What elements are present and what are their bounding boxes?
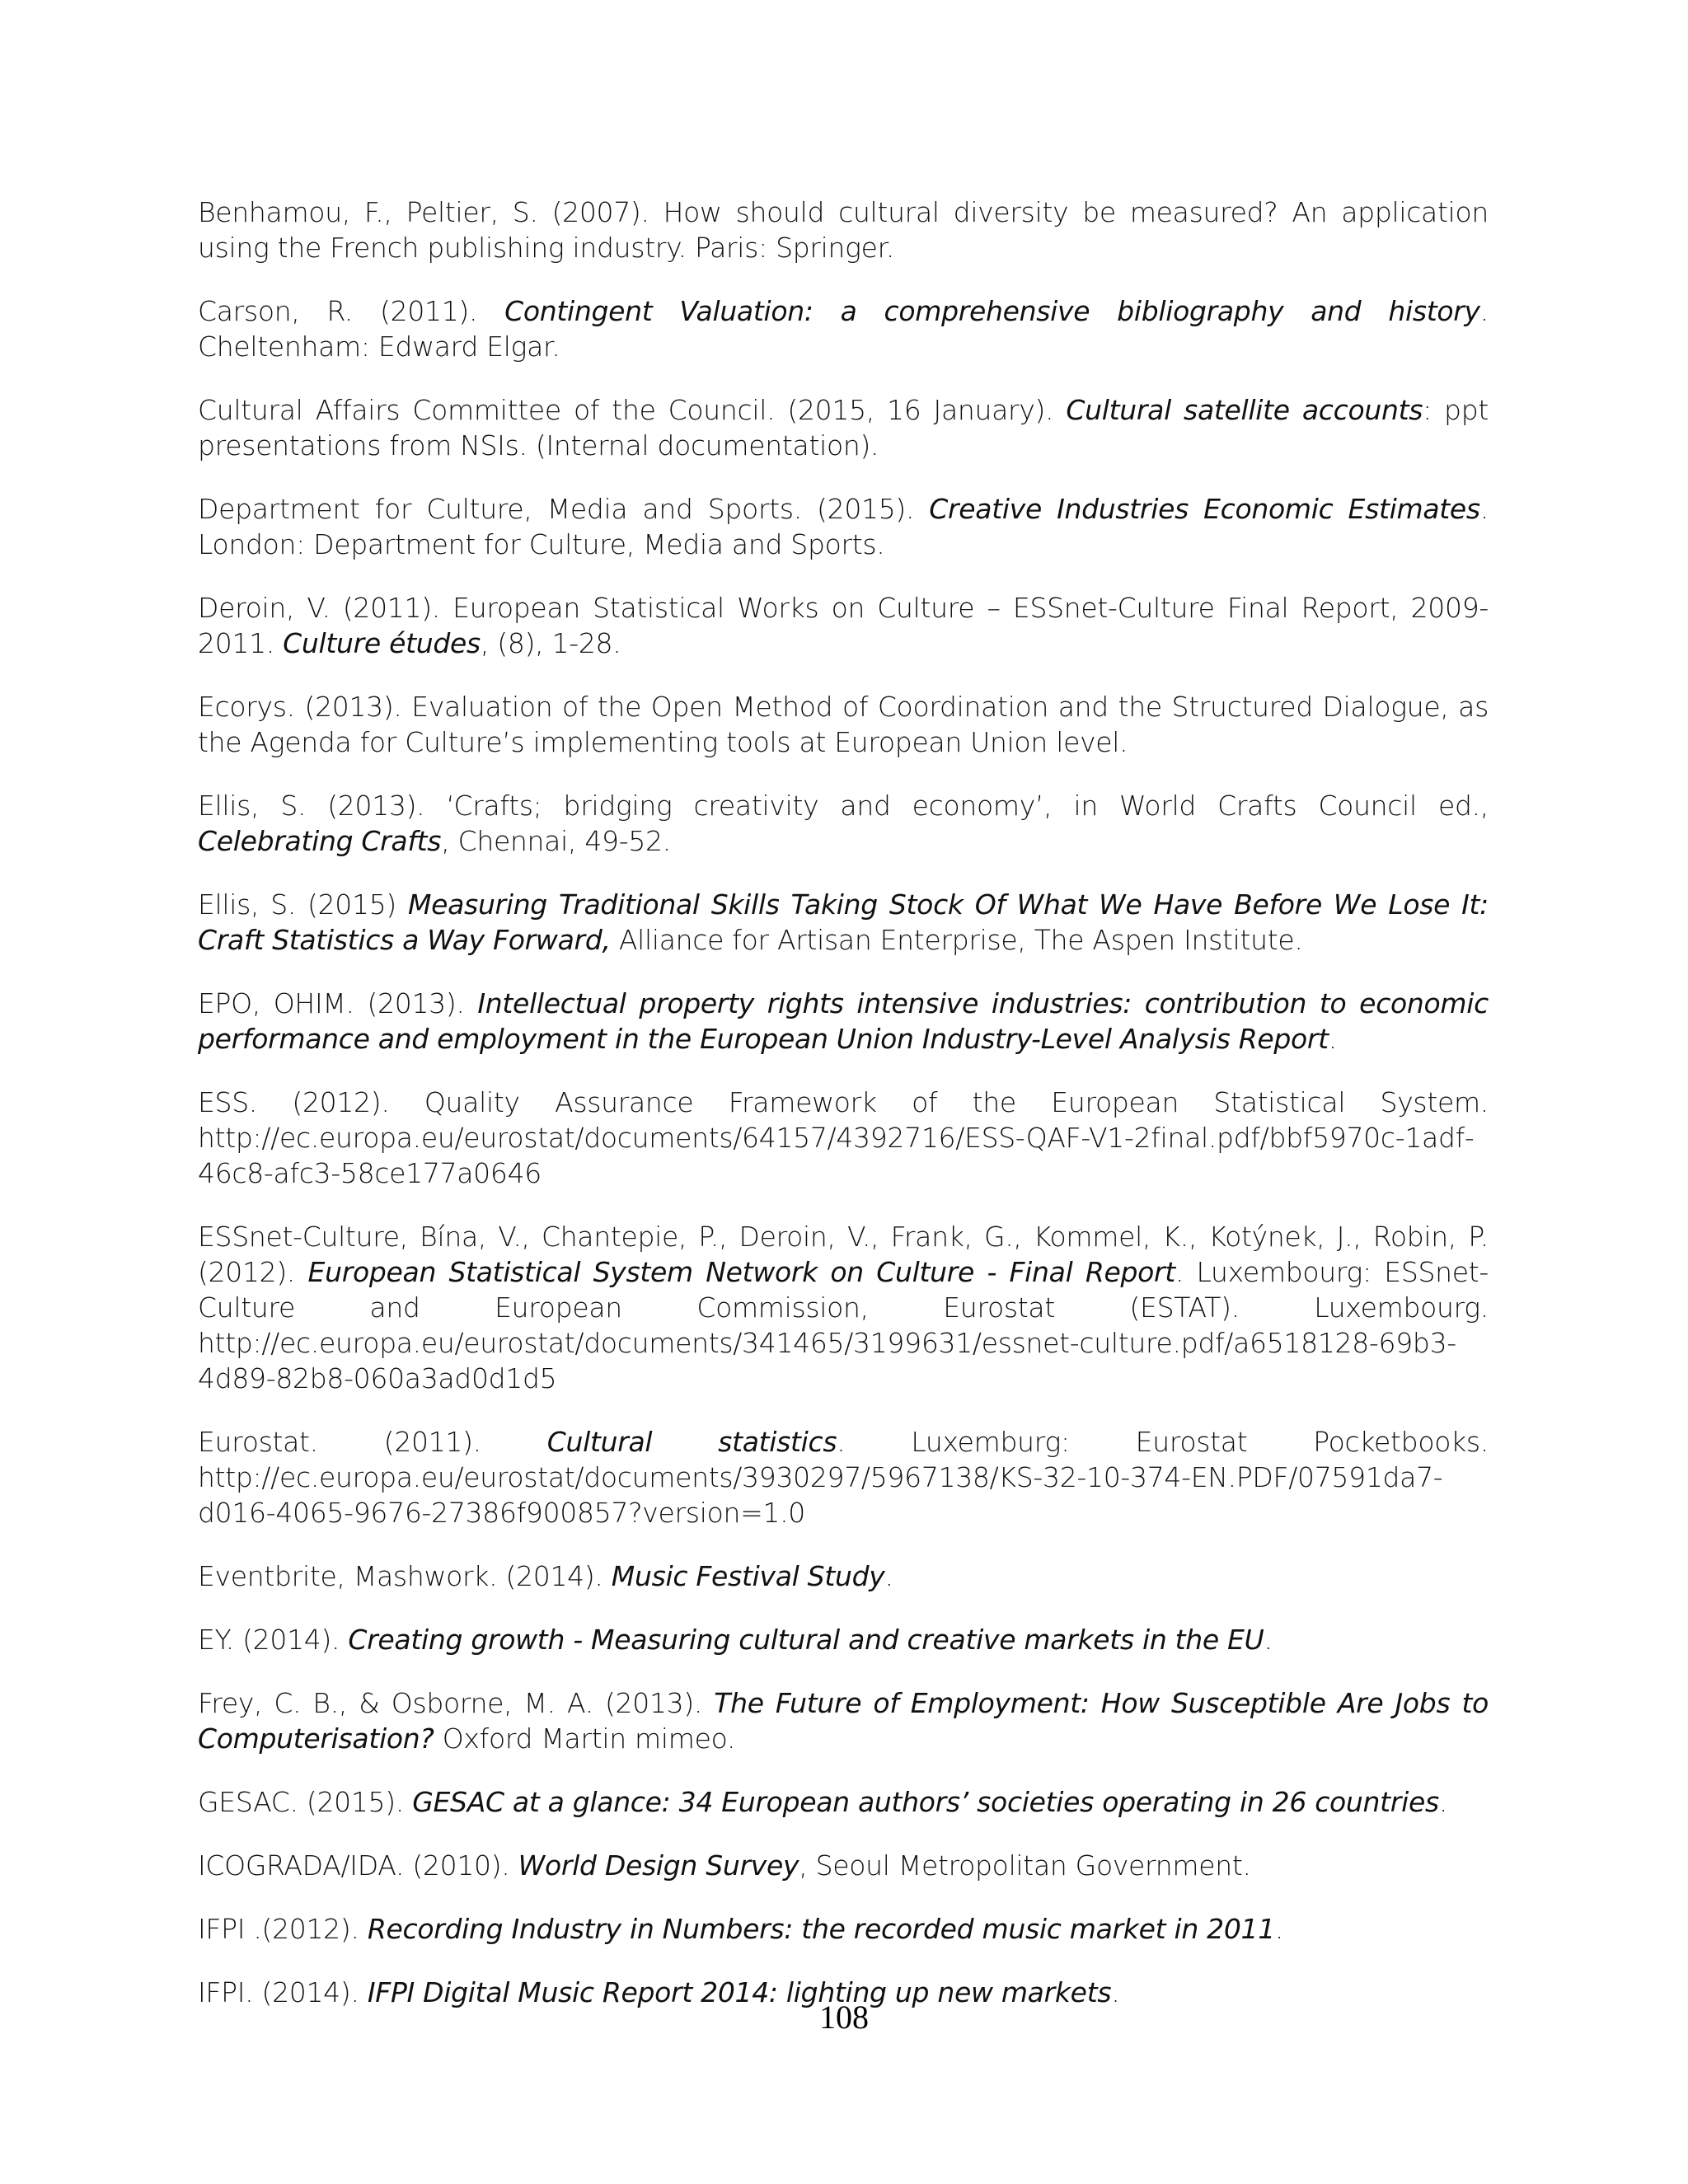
reference-text-after: , Seoul Metropolitan Government. bbox=[799, 1849, 1251, 1882]
reference-entry bbox=[198, 293, 1489, 364]
reference-text: Ellis, S. (2013). ‘Crafts; bridging creativity and economy’, in World Crafts Council ed., bbox=[198, 790, 1489, 822]
reference-entry bbox=[198, 1085, 1489, 1191]
reference-text-after: . bbox=[1438, 1786, 1448, 1818]
reference-entry bbox=[198, 1424, 1489, 1530]
reference-text-after: . bbox=[1274, 1913, 1284, 1945]
reference-title: Measuring Traditional Skills Taking Stock Of What We Have Before We Lose It: Craft Statistics a Way Forward, bbox=[198, 888, 1489, 956]
reference-entry bbox=[198, 491, 1489, 562]
reference-text-after: . Luxembourg: ESSnet-Culture and European Commission, Eurostat (ESTAT). Luxembourg. http://ec.europa.eu/eurostat/documents/341465/3199631/essnet-culture.pdf/a6518128-69b3-4d89-82b8-060a3ad0d1d5 bbox=[198, 1256, 1489, 1394]
reference-text: EY. (2014). bbox=[198, 1624, 349, 1656]
reference-entry bbox=[198, 689, 1489, 760]
reference-title: Recording Industry in Numbers: the recorded music market in 2011 bbox=[367, 1913, 1275, 1945]
reference-entry bbox=[198, 194, 1489, 265]
reference-title: Contingent Valuation: a comprehensive bibliography and history bbox=[504, 295, 1480, 327]
reference-text: Benhamou, F., Peltier, S. (2007). How should cultural diversity be measured? An application using the French publishing industry. Paris: Springer. bbox=[198, 196, 1489, 264]
reference-entry bbox=[198, 887, 1489, 958]
reference-text: Deroin, V. (2011). European Statistical Works on Culture – ESSnet-Culture Final Report, 2009-2011. bbox=[198, 592, 1489, 659]
reference-entry bbox=[198, 1911, 1489, 1947]
page-number: 108 bbox=[819, 1999, 869, 2036]
reference-entry bbox=[198, 1558, 1489, 1594]
reference-entry bbox=[198, 1784, 1489, 1820]
reference-text-after: . Cheltenham: Edward Elgar. bbox=[198, 295, 1489, 363]
reference-text-after: . bbox=[1111, 1976, 1120, 2008]
reference-title: IFPI Digital Music Report 2014: lighting up new markets bbox=[367, 1976, 1112, 2008]
reference-title: World Design Survey bbox=[518, 1849, 799, 1882]
reference-text-after: . bbox=[884, 1560, 893, 1592]
reference-text: Cultural Affairs Committee of the Council. (2015, 16 January). bbox=[198, 394, 1067, 426]
reference-title: Cultural satellite accounts bbox=[1066, 394, 1423, 426]
reference-text-after: : ppt presentations from NSIs. (Internal documentation). bbox=[198, 394, 1489, 462]
reference-text-after: . London: Department for Culture, Media and Sports. bbox=[198, 493, 1489, 560]
reference-title: GESAC at a glance: 34 European authors’ societies operating in 26 countries bbox=[412, 1786, 1439, 1818]
reference-text: Frey, C. B., & Osborne, M. A. (2013). bbox=[198, 1687, 715, 1719]
reference-text: Department for Culture, Media and Sports. (2015). bbox=[198, 493, 930, 525]
reference-text: Carson, R. (2011). bbox=[198, 295, 505, 327]
reference-title: Creating growth - Measuring cultural and creative markets in the EU bbox=[348, 1624, 1264, 1656]
reference-text-after: . bbox=[1328, 1023, 1337, 1055]
reference-title: Cultural statistics bbox=[546, 1426, 837, 1458]
reference-text: ESSnet-Culture, Bína, V., Chantepie, P., Deroin, V., Frank, G., Kommel, K., Kotýnek, J., Robin, P. (2012). bbox=[198, 1221, 1489, 1288]
reference-list bbox=[198, 194, 1489, 2010]
reference-entry bbox=[198, 788, 1489, 859]
reference-text: IFPI .(2012). bbox=[198, 1913, 368, 1945]
reference-text: Eventbrite, Mashwork. (2014). bbox=[198, 1560, 612, 1592]
reference-entry bbox=[198, 590, 1489, 661]
reference-title: Intellectual property rights intensive industries: contribution to economic performance and employment in the European Union Industry-Level Analysis Report bbox=[198, 987, 1489, 1055]
reference-entry bbox=[198, 1622, 1489, 1657]
reference-title: Music Festival Study bbox=[611, 1560, 885, 1592]
reference-title: European Statistical System Network on Culture - Final Report bbox=[307, 1256, 1175, 1288]
reference-text: IFPI. (2014). bbox=[198, 1976, 368, 2008]
reference-title: Celebrating Crafts bbox=[198, 825, 442, 857]
reference-entry bbox=[198, 392, 1489, 463]
reference-text-after: . Luxemburg: Eurostat Pocketbooks. http://ec.europa.eu/eurostat/documents/3930297/5967138/KS-32-10-374-EN.PDF/07591da7-d016-4065-9676-27386f900857?version=1.0 bbox=[198, 1426, 1489, 1529]
reference-text: Ecorys. (2013). Evaluation of the Open Method of Coordination and the Structured Dialogue, as the Agenda for Culture’s implementing tools at European Union level. bbox=[198, 691, 1489, 758]
reference-text-after: . bbox=[1264, 1624, 1273, 1656]
reference-title: The Future of Employment: How Susceptible Are Jobs to Computerisation? bbox=[198, 1687, 1489, 1755]
reference-text: Eurostat. (2011). bbox=[198, 1426, 547, 1458]
reference-text: ICOGRADA/IDA. (2010). bbox=[198, 1849, 518, 1882]
reference-text: Ellis, S. (2015) bbox=[198, 888, 408, 921]
reference-title: Culture études bbox=[283, 627, 481, 659]
reference-title: Creative Industries Economic Estimates bbox=[929, 493, 1480, 525]
reference-entry bbox=[198, 1685, 1489, 1756]
reference-text-after: Oxford Martin mimeo. bbox=[434, 1722, 736, 1755]
reference-entry bbox=[198, 986, 1489, 1057]
reference-text-after: , (8), 1-28. bbox=[480, 627, 621, 659]
reference-entry bbox=[198, 1219, 1489, 1396]
reference-entry bbox=[198, 1848, 1489, 1883]
reference-text: EPO, OHIM. (2013). bbox=[198, 987, 478, 1019]
reference-text: GESAC. (2015). bbox=[198, 1786, 413, 1818]
reference-text-after: , Chennai, 49-52. bbox=[441, 825, 671, 857]
reference-text-after: Alliance for Artisan Enterprise, The Aspen Institute. bbox=[610, 924, 1303, 956]
reference-text: ESS. (2012). Quality Assurance Framework of the European Statistical System. http://ec.europa.eu/eurostat/documents/64157/4392716/ESS-QAF-V1-2final.pdf/bbf5970c-1adf-46c8-afc3-58ce177a0646 bbox=[198, 1086, 1489, 1189]
